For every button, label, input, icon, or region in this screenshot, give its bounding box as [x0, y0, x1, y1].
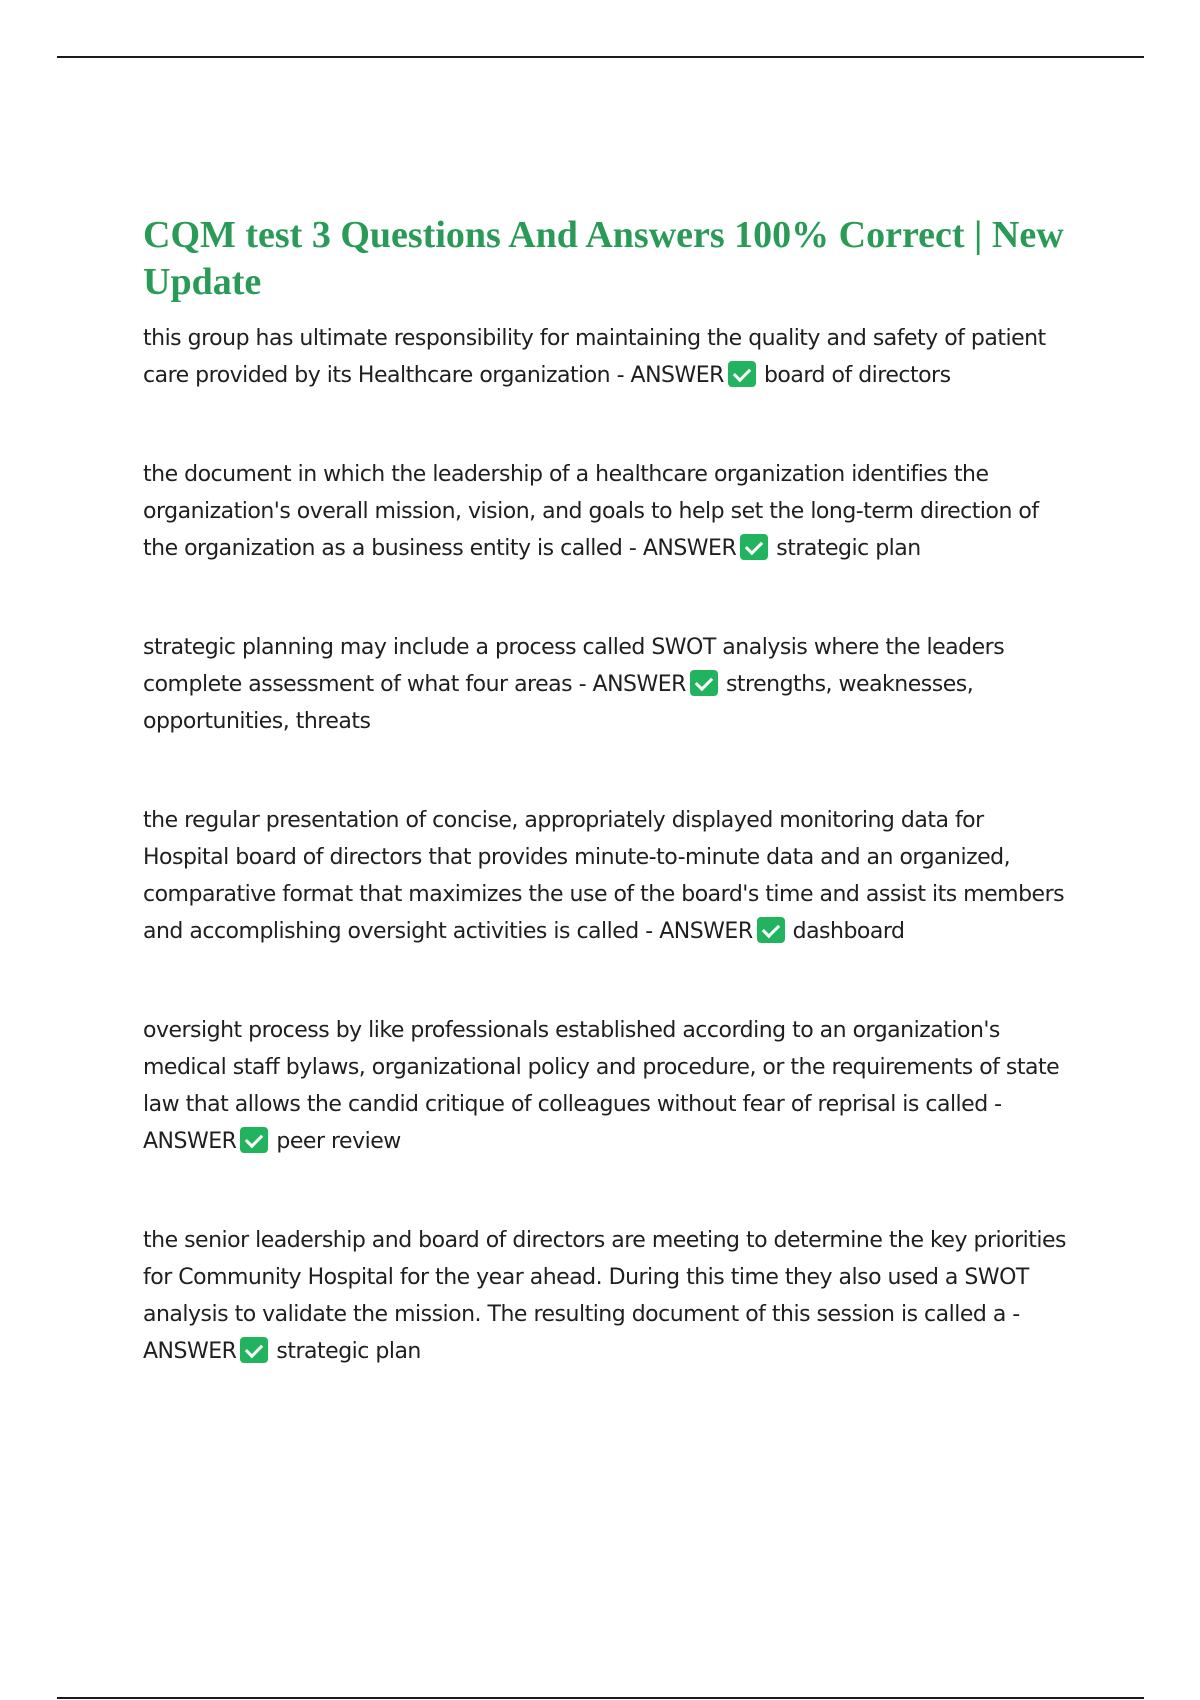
check-mark-icon	[240, 1337, 268, 1363]
document-title: CQM test 3 Questions And Answers 100% Correct | New Update	[143, 214, 1064, 303]
qa-item	[143, 629, 1073, 740]
question-text: oversight process by like professionals established according to an organization's medical staff bylaws, organizational policy and procedure, or the requirements of state law that allows the candid critique of colleagues without fear of reprisal is called -	[143, 1018, 1060, 1117]
check-mark-icon	[740, 534, 768, 560]
answer-marker: ANSWER	[630, 363, 724, 388]
answer-text: strengths, weaknesses, opportunities, threats	[143, 672, 974, 734]
question-text: the regular presentation of concise, appropriately displayed monitoring data for Hospital board of directors that provides minute-to-minute data and an organized, comparative format that maximizes the use of the board's time and assist its members and accomplishing oversight activities is called -	[143, 808, 1065, 944]
question-text: the senior leadership and board of directors are meeting to determine the key priorities for Community Hospital for the year ahead. During this time they also used a SWOT analysis to validate the mission. The resulting document of this session is called a -	[143, 1228, 1066, 1327]
question-text: the document in which the leadership of a healthcare organization identifies the organization's overall mission, vision, and goals to help set the long-term direction of the organization as a business entity is called -	[143, 462, 1039, 561]
qa-item	[143, 456, 1073, 567]
answer-marker: ANSWER	[659, 919, 753, 944]
top-rule	[57, 56, 1144, 58]
answer-text: dashboard	[792, 919, 905, 944]
answer-text: strategic plan	[276, 1339, 421, 1364]
qa-item	[143, 320, 1073, 394]
answer-text: board of directors	[763, 363, 951, 388]
answer-marker: ANSWER	[143, 1129, 237, 1154]
answer-marker: ANSWER	[143, 1339, 237, 1364]
check-mark-icon	[728, 361, 756, 387]
document-page	[143, 212, 1073, 1432]
bottom-rule	[57, 1697, 1144, 1699]
answer-marker: ANSWER	[592, 672, 686, 697]
qa-item	[143, 802, 1073, 950]
answer-text: peer review	[276, 1129, 401, 1154]
question-text: this group has ultimate responsibility for maintaining the quality and safety of patient care provided by its Healthcare organization -	[143, 326, 1046, 388]
answer-text: strategic plan	[776, 536, 921, 561]
qa-item	[143, 1012, 1073, 1160]
qa-item	[143, 1222, 1073, 1370]
check-mark-icon	[757, 917, 785, 943]
answer-marker: ANSWER	[642, 536, 737, 561]
check-mark-icon	[690, 670, 718, 696]
question-text: strategic planning may include a process called SWOT analysis where the leaders complete assessment of what four areas -	[143, 635, 1005, 697]
check-mark-icon	[240, 1127, 268, 1153]
